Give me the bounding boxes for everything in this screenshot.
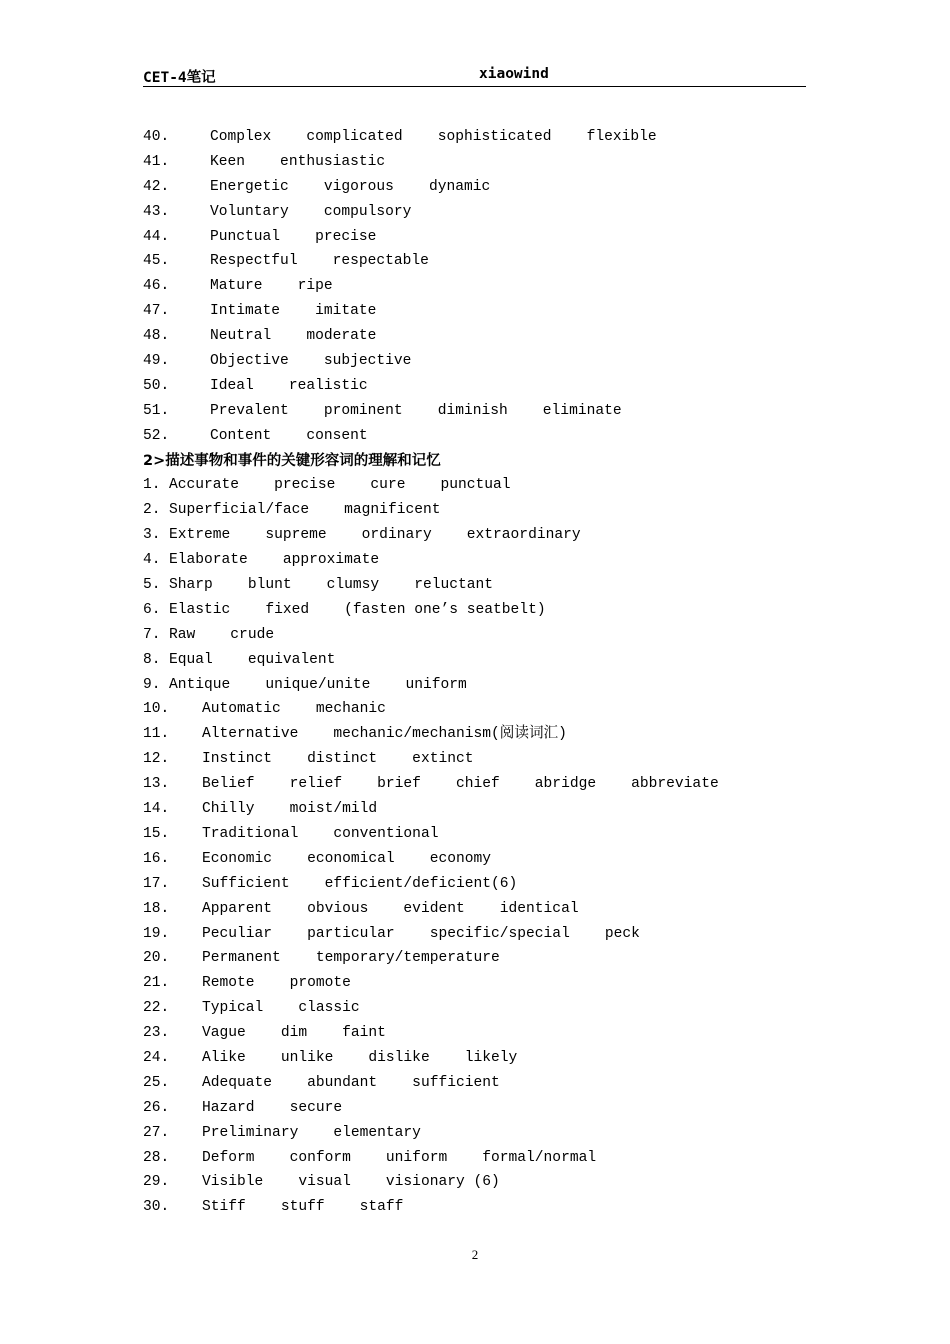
list-item bbox=[143, 474, 823, 499]
item-number: 46. bbox=[143, 278, 170, 295]
list-item bbox=[143, 275, 823, 300]
list-item bbox=[143, 997, 823, 1022]
list-item bbox=[143, 250, 823, 275]
item-number: 45. bbox=[143, 253, 170, 270]
item-words: Ideal realistic bbox=[210, 377, 368, 394]
item-words: Remote promote bbox=[202, 975, 351, 992]
list-item bbox=[143, 1147, 823, 1172]
item-number: 8. bbox=[143, 651, 161, 668]
list-item bbox=[143, 350, 823, 375]
item-words: Punctual precise bbox=[210, 228, 377, 245]
item-number: 19. bbox=[143, 925, 170, 942]
item-number: 26. bbox=[143, 1099, 170, 1116]
list-item bbox=[143, 649, 823, 674]
list-item bbox=[143, 126, 823, 151]
item-words: Sharp blunt clumsy reluctant bbox=[169, 577, 494, 594]
item-words: Sufficient efficient/deficient(6) bbox=[202, 875, 518, 892]
list-item bbox=[143, 574, 823, 599]
list-item bbox=[143, 1072, 823, 1097]
item-words: Vague dim faint bbox=[202, 1025, 386, 1042]
item-words: Prevalent prominent diminish eliminate bbox=[210, 402, 622, 419]
item-words: Instinct distinct extinct bbox=[202, 751, 474, 768]
list-item bbox=[143, 1171, 823, 1196]
item-words: Intimate imitate bbox=[210, 303, 377, 320]
item-number: 17. bbox=[143, 875, 170, 892]
item-words: Peculiar particular specific/special peck bbox=[202, 925, 640, 942]
item-number: 21. bbox=[143, 975, 170, 992]
item-words: Energetic vigorous dynamic bbox=[210, 178, 491, 195]
item-words: Belief relief brief chief abridge abbreviate bbox=[202, 776, 719, 793]
vocabulary-list bbox=[143, 126, 823, 1221]
list-item bbox=[143, 798, 823, 823]
item-number: 5. bbox=[143, 577, 161, 594]
item-words: Apparent obvious evident identical bbox=[202, 900, 579, 917]
item-words: Accurate precise cure punctual bbox=[169, 477, 511, 494]
list-item bbox=[143, 698, 823, 723]
list-item bbox=[143, 300, 823, 325]
list-item bbox=[143, 923, 823, 948]
item-number: 29. bbox=[143, 1174, 170, 1191]
header-title: CET-4笔记 bbox=[143, 70, 216, 86]
list-item bbox=[143, 325, 823, 350]
item-number: 16. bbox=[143, 850, 170, 867]
item-number: 51. bbox=[143, 402, 170, 419]
item-number: 50. bbox=[143, 377, 170, 394]
item-number: 15. bbox=[143, 825, 170, 842]
list-item bbox=[143, 201, 823, 226]
item-number: 13. bbox=[143, 776, 170, 793]
item-words: Content consent bbox=[210, 427, 368, 444]
item-number: 3. bbox=[143, 527, 161, 544]
list-item bbox=[143, 1047, 823, 1072]
item-number: 41. bbox=[143, 153, 170, 170]
item-words: Stiff stuff staff bbox=[202, 1199, 404, 1216]
page-number: 2 bbox=[471, 1247, 479, 1262]
item-number: 42. bbox=[143, 178, 170, 195]
list-item bbox=[143, 176, 823, 201]
list-item bbox=[143, 499, 823, 524]
list-item bbox=[143, 624, 823, 649]
item-number: 30. bbox=[143, 1199, 170, 1216]
item-words: Traditional conventional bbox=[202, 825, 439, 842]
list-item bbox=[143, 848, 823, 873]
list-item bbox=[143, 898, 823, 923]
item-number: 18. bbox=[143, 900, 170, 917]
item-number: 6. bbox=[143, 601, 161, 618]
item-number: 25. bbox=[143, 1074, 170, 1091]
list-item bbox=[143, 375, 823, 400]
list-item bbox=[143, 400, 823, 425]
item-number: 4. bbox=[143, 552, 161, 569]
item-number: 27. bbox=[143, 1124, 170, 1141]
list-item bbox=[143, 1196, 823, 1221]
item-number: 52. bbox=[143, 427, 170, 444]
item-number: 47. bbox=[143, 303, 170, 320]
item-words: Extreme supreme ordinary extraordinary bbox=[169, 527, 581, 544]
item-words: Keen enthusiastic bbox=[210, 153, 386, 170]
item-words: Raw crude bbox=[169, 626, 275, 643]
list-item bbox=[143, 674, 823, 699]
item-words: Mature ripe bbox=[210, 278, 333, 295]
list-item bbox=[143, 823, 823, 848]
item-number: 20. bbox=[143, 950, 170, 967]
page-header bbox=[143, 66, 806, 87]
list-item bbox=[143, 549, 823, 574]
item-number: 11. bbox=[143, 726, 170, 743]
item-words: Visible visual visionary (6) bbox=[202, 1174, 500, 1191]
item-number: 28. bbox=[143, 1149, 170, 1166]
item-words: Elastic fixed (fasten one’s seatbelt) bbox=[169, 601, 546, 618]
item-words: Permanent temporary/temperature bbox=[202, 950, 500, 967]
item-words: Voluntary compulsory bbox=[210, 203, 412, 220]
item-number: 43. bbox=[143, 203, 170, 220]
item-words: Objective subjective bbox=[210, 353, 412, 370]
item-words: Respectful respectable bbox=[210, 253, 429, 270]
item-number: 14. bbox=[143, 801, 170, 818]
list-item bbox=[143, 723, 823, 748]
list-item bbox=[143, 947, 823, 972]
item-number: 40. bbox=[143, 129, 170, 145]
list-item bbox=[143, 773, 823, 798]
item-words: Hazard secure bbox=[202, 1099, 343, 1116]
item-words: Deform conform uniform formal/normal bbox=[202, 1149, 597, 1166]
item-words: Alternative mechanic/mechanism(阅读词汇) bbox=[202, 726, 567, 743]
item-number: 9. bbox=[143, 676, 161, 693]
list-item bbox=[143, 1097, 823, 1122]
item-number: 10. bbox=[143, 701, 170, 718]
list-item bbox=[143, 1022, 823, 1047]
item-words: Equal equivalent bbox=[169, 651, 336, 668]
item-words: Economic economical economy bbox=[202, 850, 492, 867]
item-words: Elaborate approximate bbox=[169, 552, 380, 569]
item-words: Superficial/face magnificent bbox=[169, 502, 441, 519]
list-item bbox=[143, 972, 823, 997]
section-heading: 2>描述事物和事件的关键形容词的理解和记忆 bbox=[143, 452, 441, 469]
item-words: Neutral moderate bbox=[210, 328, 377, 345]
item-words: Preliminary elementary bbox=[202, 1124, 421, 1141]
item-words: Alike unlike dislike likely bbox=[202, 1049, 518, 1066]
list-item bbox=[143, 1122, 823, 1147]
list-item bbox=[143, 226, 823, 251]
item-words: Complex complicated sophisticated flexible bbox=[210, 129, 657, 145]
item-words: Chilly moist/mild bbox=[202, 801, 378, 818]
list-item bbox=[143, 425, 823, 450]
item-words: Automatic mechanic bbox=[202, 701, 386, 718]
item-number: 22. bbox=[143, 1000, 170, 1017]
item-number: 7. bbox=[143, 626, 161, 643]
item-number: 24. bbox=[143, 1049, 170, 1066]
list-item bbox=[143, 524, 823, 549]
item-number: 49. bbox=[143, 353, 170, 370]
item-words: Typical classic bbox=[202, 1000, 360, 1017]
list-item bbox=[143, 151, 823, 176]
list-item bbox=[143, 599, 823, 624]
list-item bbox=[143, 873, 823, 898]
item-number: 23. bbox=[143, 1025, 170, 1042]
list-item bbox=[143, 748, 823, 773]
item-words: Adequate abundant sufficient bbox=[202, 1074, 500, 1091]
item-number: 1. bbox=[143, 477, 161, 494]
item-number: 12. bbox=[143, 751, 170, 768]
item-words: Antique unique/unite uniform bbox=[169, 676, 467, 693]
item-number: 44. bbox=[143, 228, 170, 245]
item-number: 2. bbox=[143, 502, 161, 519]
header-author: xiaowind bbox=[479, 66, 549, 82]
item-number: 48. bbox=[143, 328, 170, 345]
